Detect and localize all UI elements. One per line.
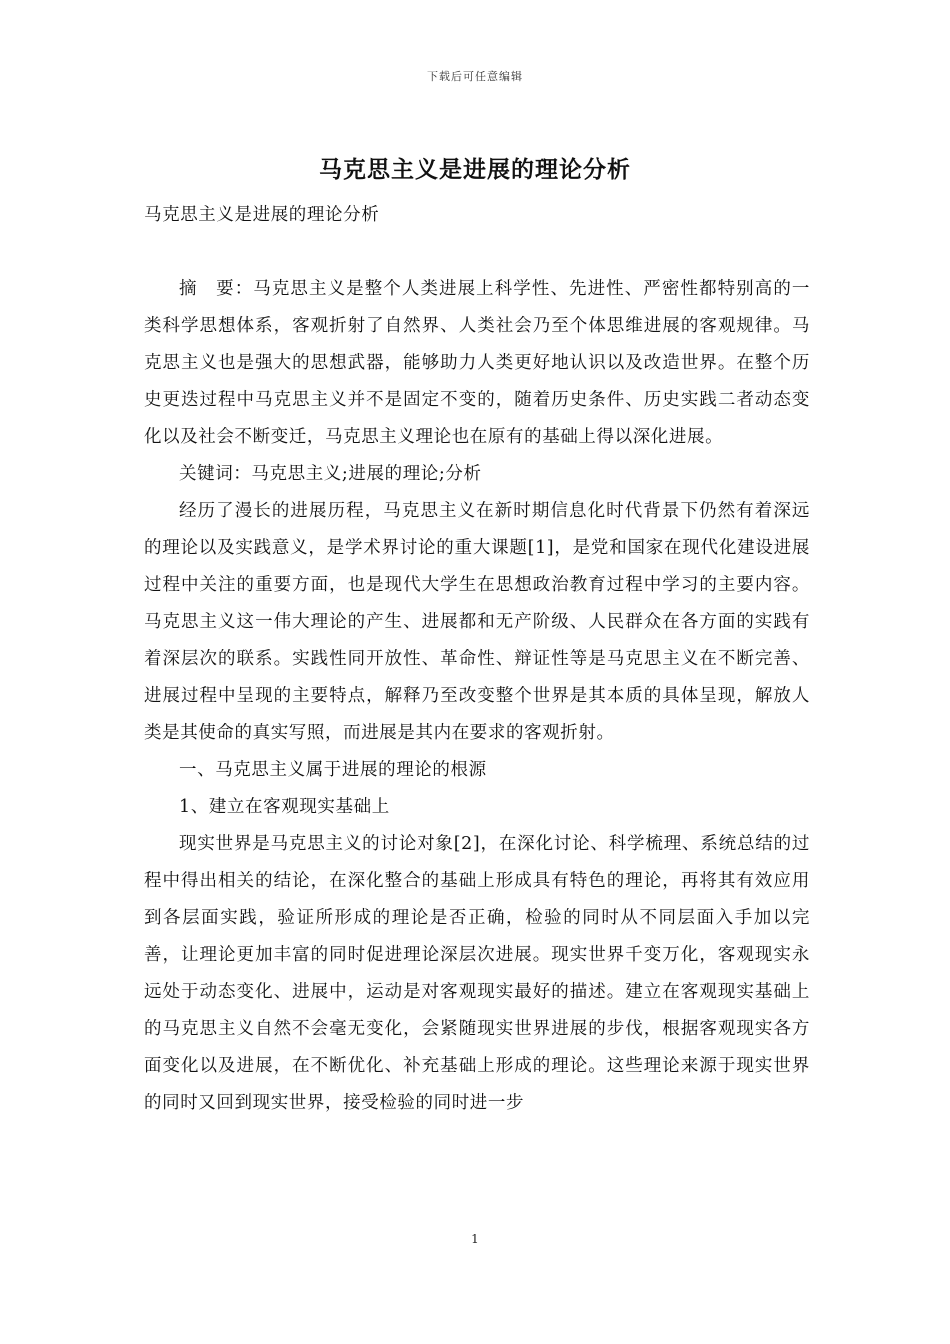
subsection-1-paragraph: 现实世界是马克思主义的讨论对象[2]，在深化讨论、科学梳理、系统总结的过程中得出相关的结论，在深化整合的基础上形成具有特色的理论，再将其有效应用到各层面实践，验证所形成的理论是否正确，检验的同时从不同层面入手加以完善，让理论更加丰富的同时促进理论深层次进展。现实世界千变万化，客观现实永远处于动态变化、进展中，运动是对客观现实最好的描述。建立在客观现实基础上的马克思主义自然不会毫无变化，会紧随现实世界进展的步伐，根据客观现实各方面变化以及进展，在不断优化、补充基础上形成的理论。这些理论来源于现实世界的同时又回到现实世界，接受检验的同时进一步 [144,834,810,1113]
intro-paragraph: 经历了漫长的进展历程，马克思主义在新时期信息化时代背景下仍然有着深远的理论以及实践意义，是学术界讨论的重大课题[1]，是党和国家在现代化建设进展过程中关注的重要方面，也是现代大学生在思想政治教育过程中学习的主要内容。马克思主义这一伟大理论的产生、进展都和无产阶级、人民群众在各方面的实践有着深层次的联系。实践性同开放性、革命性、辩证性等是马克思主义在不断完善、进展过程中呈现的主要特点，解释乃至改变整个世界是其本质的具体呈现，解放人类是其使命的真实写照，而进展是其内在要求的客观折射。 [144,501,810,743]
document-title: 马克思主义是进展的理论分析 [319,156,631,183]
page-number: 1 [471,1232,479,1246]
subsection-heading-1: 1、建立在客观现实基础上 [179,797,390,817]
document-body [144,197,810,1122]
page-header-note: 下载后可任意编辑 [427,70,523,83]
abstract-paragraph: 摘 要：马克思主义是整个人类进展上科学性、先进性、严密性都特别高的一类科学思想体系，客观折射了自然界、人类社会乃至个体思维进展的客观规律。马克思主义也是强大的思想武器，能够助力人类更好地认识以及改造世界。在整个历史更迭过程中马克思主义并不是固定不变的，随着历史条件、历史实践二者动态变化以及社会不断变迁，马克思主义理论也在原有的基础上得以深化进展。 [144,279,810,447]
blank-line [144,234,810,271]
keywords-line: 关键词：马克思主义;进展的理论;分析 [179,464,482,484]
document-subtitle: 马克思主义是进展的理论分析 [144,205,380,225]
section-heading-1: 一、马克思主义属于进展的理论的根源 [179,760,487,780]
